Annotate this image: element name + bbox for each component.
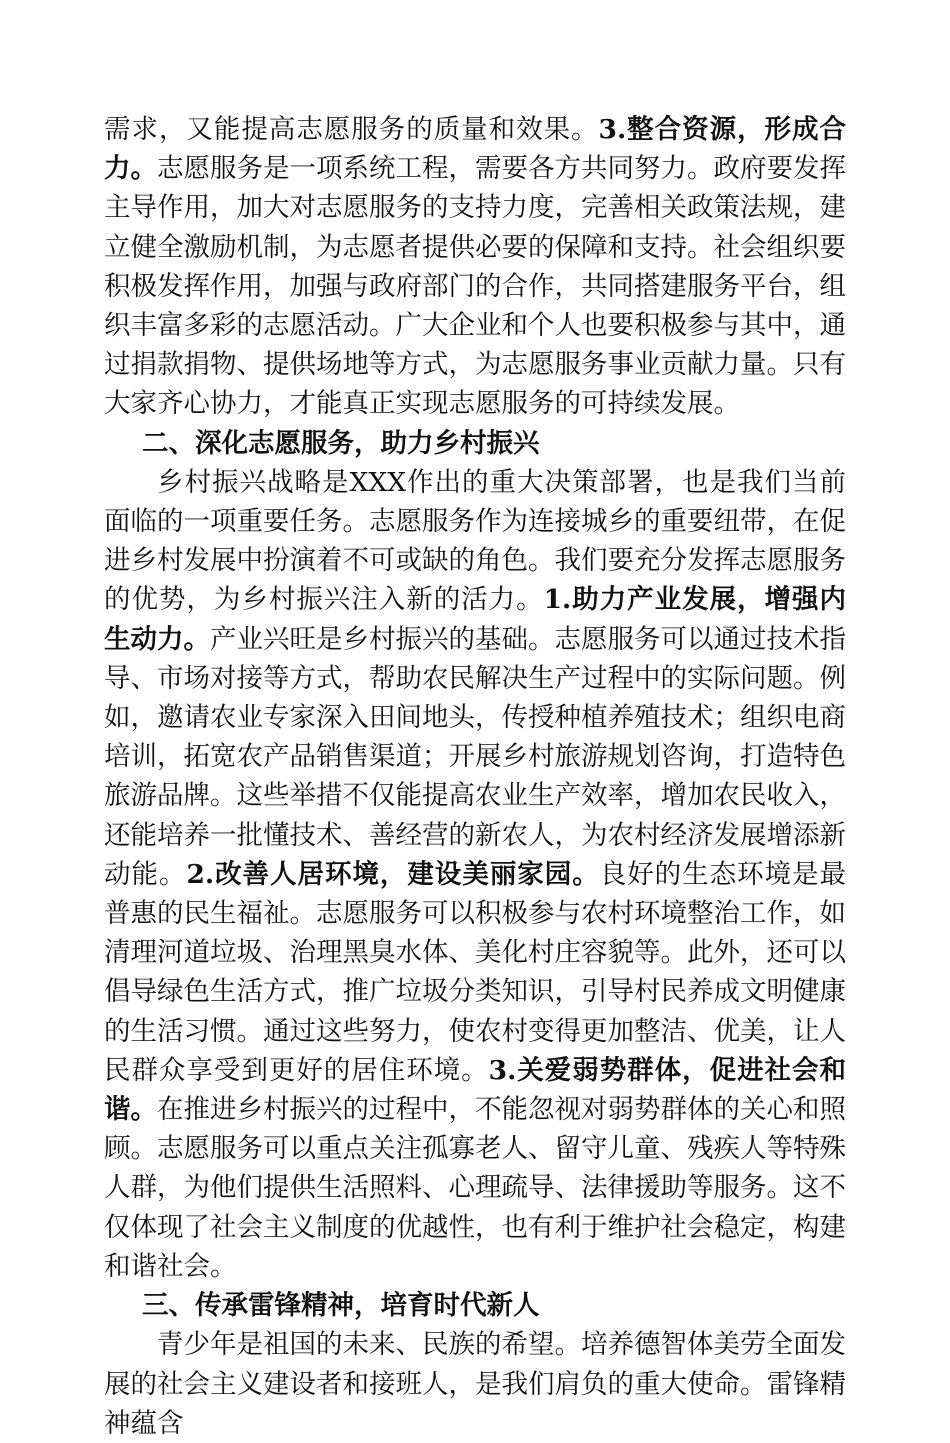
section-heading-2: 二、深化志愿服务，助力乡村振兴 [142,427,540,459]
paragraph-text: 需求，又能提高志愿服务的质量和效果。 [104,114,599,145]
bold-subheading: 2.改善人居环境，建设美丽家园。 [186,858,600,890]
paragraph-text: 良好的生态环境是最普惠的民生福祉。志愿服务可以积极参与农村环境整治工作，如清理河道垃圾、治理黑臭水体、美化村庄容貌等。此外，还可以倡导绿色生活方式，推广垃圾分类知识，引导村民养成文明健康的生活习惯。通过这些努力，使农村变得更加整洁、优美，让人民群众享受到更好的居住环境。 [104,858,847,1086]
paragraph-resource-integration [104,110,846,424]
paragraph-text: 乡村振兴战略是XXX作出的重大决策部署，也是我们当前面临的一项重要任务。志愿服务作为连接城乡的重要纽带，在促进乡村发展中扮演着不可或缺的角色。我们要充分发挥志愿服务的优势，为乡村振兴注入新的活力。 [104,466,846,616]
bold-subheading: 3.整合资源，形成合力。 [104,114,847,185]
paragraph-text: 志愿服务是一项系统工程，需要各方共同努力。政府要发挥主导作用，加大对志愿服务的支持力度，完善相关政策法规，建立健全激励机制，为志愿者提供必要的保障和支持。社会组织要积极发挥作用，加强与政府部门的合作，共同搭建服务平台，组织丰富多彩的志愿活动。广大企业和个人也要积极参与其中，通过捐款捐物、提供场地等方式，为志愿服务事业贡献力量。只有大家齐心协力，才能真正实现志愿服务的可持续发展。 [104,153,846,420]
section-heading-3: 三、传承雷锋精神，培育时代新人 [142,1290,540,1322]
bold-subheading: 3.关爱弱势群体，促进社会和谐。 [104,1054,846,1126]
bold-subheading: 1.助力产业发展，增强内生动力。 [104,584,846,655]
paragraph-youth [104,1325,846,1443]
document-page [104,110,846,1443]
paragraph-rural-revitalization [104,463,846,1286]
paragraph-text: 产业兴旺是乡村振兴的基础。志愿服务可以通过技术指导、市场对接等方式，帮助农民解决生产过程中的实际问题。例如，邀请农业专家深入田间地头，传授种植养殖技术；组织电商培训，拓宽农产品销售渠道；开展乡村旅游规划咨询，打造特色旅游品牌。这些举措不仅能提高农业生产效率，增加农民收入，还能培养一批懂技术、善经营的新农人，为农村经济发展增添新动能。 [104,623,846,890]
paragraph-text: 青少年是祖国的未来、民族的希望。培养德智体美劳全面发展的社会主义建设者和接班人，是我们肩负的重大使命。雷锋精神蕴含 [104,1329,846,1439]
paragraph-text: 在推进乡村振兴的过程中，不能忽视对弱势群体的关心和照顾。志愿服务可以重点关注孤寡老人、留守儿童、残疾人等特殊人群，为他们提供生活照料、心理疏导、法律援助等服务。这不仅体现了社会主义制度的优越性，也有利于维护社会稳定，构建和谐社会。 [104,1094,846,1282]
